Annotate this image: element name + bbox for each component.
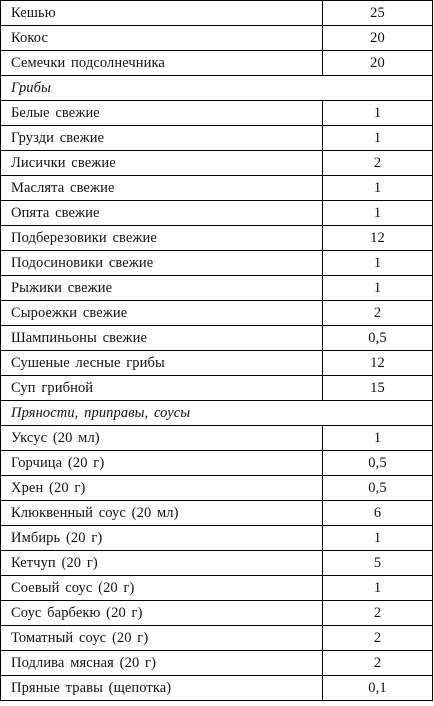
section-header-row xyxy=(1,76,433,101)
table-row xyxy=(1,576,433,601)
item-value: 5 xyxy=(323,551,433,576)
item-name: Хрен (20 г) xyxy=(1,476,323,501)
item-name: Суп грибной xyxy=(1,376,323,401)
table-row xyxy=(1,426,433,451)
item-name: Имбирь (20 г) xyxy=(1,526,323,551)
item-name: Подберезовики свежие xyxy=(1,226,323,251)
table-row xyxy=(1,126,433,151)
item-value: 1 xyxy=(323,276,433,301)
table-row xyxy=(1,676,433,701)
item-value: 20 xyxy=(323,26,433,51)
item-value: 0,5 xyxy=(323,451,433,476)
item-name: Подосиновики свежие xyxy=(1,251,323,276)
item-value: 2 xyxy=(323,651,433,676)
table-row xyxy=(1,226,433,251)
item-name: Клюквенный соус (20 мл) xyxy=(1,501,323,526)
item-name: Сушеные лесные грибы xyxy=(1,351,323,376)
table-row xyxy=(1,201,433,226)
item-value: 25 xyxy=(323,1,433,26)
item-value: 2 xyxy=(323,301,433,326)
item-name: Лисички свежие xyxy=(1,151,323,176)
item-name: Кокос xyxy=(1,26,323,51)
item-name: Горчица (20 г) xyxy=(1,451,323,476)
table-row xyxy=(1,551,433,576)
item-value: 0,5 xyxy=(323,326,433,351)
item-value: 1 xyxy=(323,526,433,551)
table-row xyxy=(1,451,433,476)
table-row xyxy=(1,351,433,376)
item-value: 1 xyxy=(323,426,433,451)
item-value: 2 xyxy=(323,626,433,651)
item-name: Шампиньоны свежие xyxy=(1,326,323,351)
table-row xyxy=(1,151,433,176)
item-name: Пряные травы (щепотка) xyxy=(1,676,323,701)
section-header-row xyxy=(1,401,433,426)
item-name: Соевый соус (20 г) xyxy=(1,576,323,601)
table-row xyxy=(1,176,433,201)
item-value: 1 xyxy=(323,576,433,601)
item-value: 1 xyxy=(323,101,433,126)
item-value: 2 xyxy=(323,601,433,626)
table-row xyxy=(1,301,433,326)
table-row xyxy=(1,526,433,551)
table-row xyxy=(1,251,433,276)
table-row xyxy=(1,26,433,51)
section-title: Грибы xyxy=(1,76,433,101)
item-value: 0,5 xyxy=(323,476,433,501)
item-name: Белые свежие xyxy=(1,101,323,126)
table-row xyxy=(1,101,433,126)
item-name: Подлива мясная (20 г) xyxy=(1,651,323,676)
table-row xyxy=(1,626,433,651)
table-row xyxy=(1,501,433,526)
table-row xyxy=(1,276,433,301)
table-row xyxy=(1,601,433,626)
item-value: 20 xyxy=(323,51,433,76)
table-row xyxy=(1,326,433,351)
table-row xyxy=(1,51,433,76)
item-value: 1 xyxy=(323,251,433,276)
table-row xyxy=(1,376,433,401)
table-body xyxy=(1,1,433,701)
item-name: Маслята свежие xyxy=(1,176,323,201)
item-name: Кетчуп (20 г) xyxy=(1,551,323,576)
item-value: 12 xyxy=(323,351,433,376)
item-value: 6 xyxy=(323,501,433,526)
table-row xyxy=(1,476,433,501)
item-name: Рыжики свежие xyxy=(1,276,323,301)
item-name: Кешью xyxy=(1,1,323,26)
section-title: Пряности, приправы, соусы xyxy=(1,401,433,426)
item-value: 1 xyxy=(323,201,433,226)
item-name: Томатный соус (20 г) xyxy=(1,626,323,651)
table-row xyxy=(1,651,433,676)
item-name: Сыроежки свежие xyxy=(1,301,323,326)
item-name: Соус барбекю (20 г) xyxy=(1,601,323,626)
item-name: Опята свежие xyxy=(1,201,323,226)
item-name: Уксус (20 мл) xyxy=(1,426,323,451)
item-value: 15 xyxy=(323,376,433,401)
table-row xyxy=(1,1,433,26)
item-value: 0,1 xyxy=(323,676,433,701)
item-value: 1 xyxy=(323,126,433,151)
item-value: 1 xyxy=(323,176,433,201)
item-value: 12 xyxy=(323,226,433,251)
item-value: 2 xyxy=(323,151,433,176)
item-name: Семечки подсолнечника xyxy=(1,51,323,76)
item-name: Грузди свежие xyxy=(1,126,323,151)
